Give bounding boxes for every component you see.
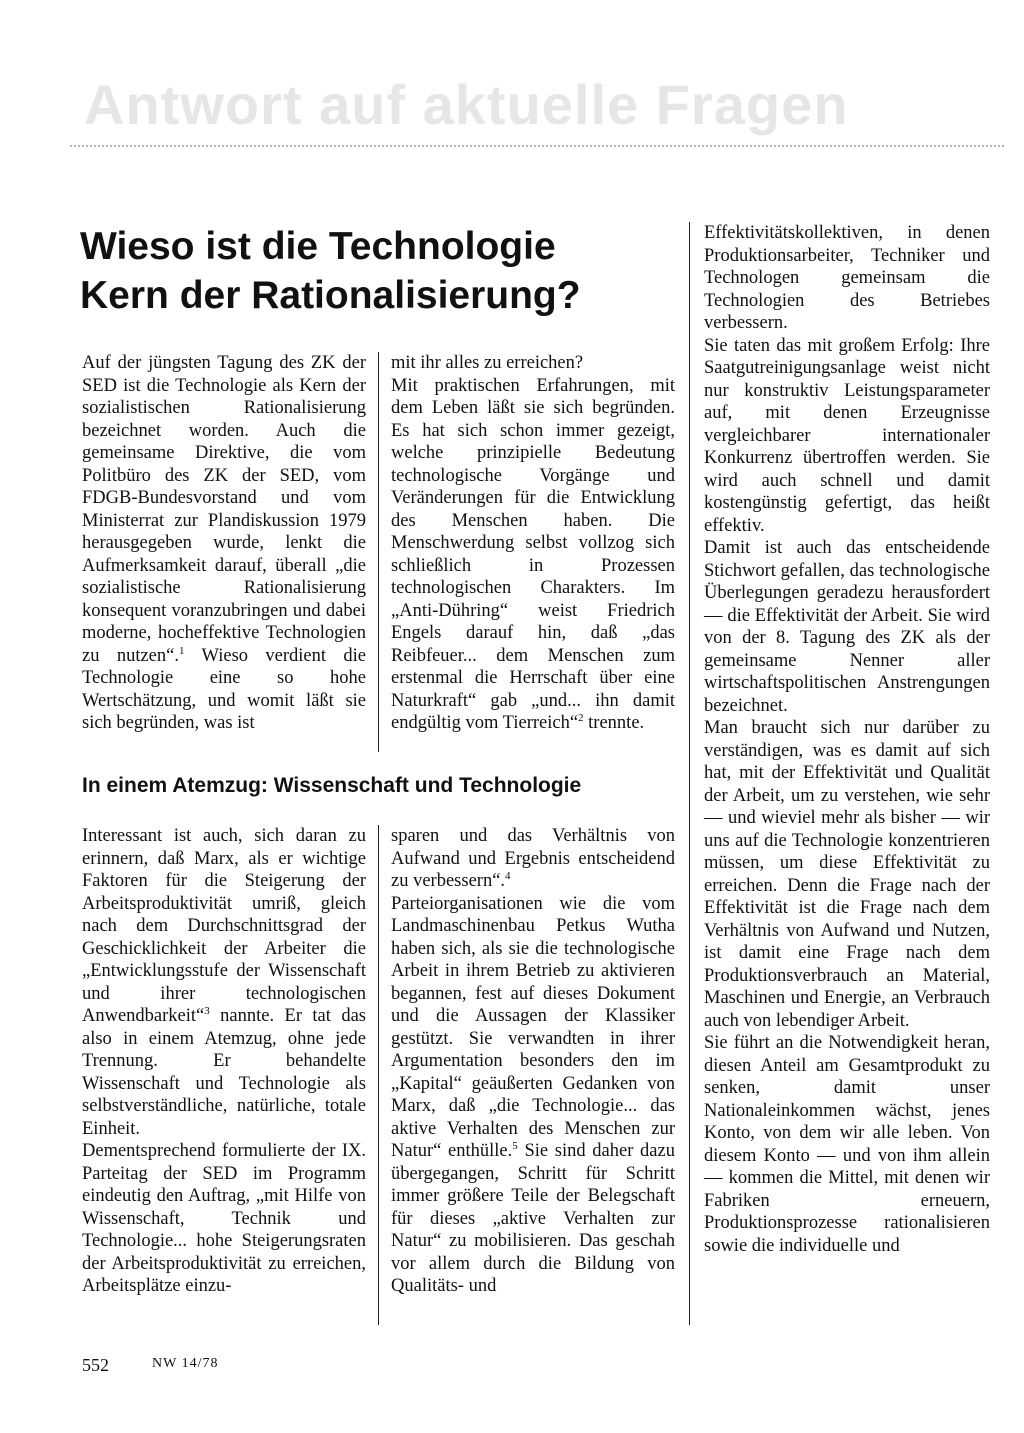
- paragraph: [391, 893, 675, 1298]
- paragraph-text: Parteiorganisationen wie die vom Landmaschinenbau Petkus Wutha haben sich, als sie die technologische Arbeit in ihrem Betrieb zu aktivieren begannen, fest auf dieses Dokument und die Aussagen der Klassiker gestützt. Sie verwandten in ihrer Argumentation besonders den im „Kapital“ geäußerten Gedanken von Marx, daß „die Technologie... das aktive Verhalten des Menschen zur Natur“ enthülle.: [391, 893, 675, 1161]
- issue-label: NW 14/78: [152, 1356, 219, 1371]
- paragraph: [391, 825, 675, 893]
- paragraph: [391, 375, 675, 735]
- paragraph: Sie führt an die Notwendigkeit heran, diesen Anteil am Gesamtprodukt zu senken, damit unser Nationaleinkommen wächst, jenes Konto, von dem wir alle leben. Von diesem Konto — und von ihm allein — kommen die Mittel, mit denen wir Fabriken erneuern, Produktionsprozesse rationalisieren sowie die individuelle und: [704, 1033, 990, 1256]
- paragraph: mit ihr alles zu erreichen?: [391, 353, 584, 373]
- headline-line-2: Kern der Rationalisierung?: [80, 274, 581, 317]
- paragraph-text: nannte. Er tat das also in einem Atemzug, ohne jede Trennung. Er behandelte Wissenschaft und Technologie als selbstverständliche, natürliche, totale Einheit.: [82, 1006, 366, 1139]
- paragraph: Sie taten das mit großem Erfolg: Ihre Saatgutreinigungsanlage weist nicht nur konstruktiv Leistungsparameter auf, mit denen Erzeugnisse vergleichbarer internationaler Konkurrenz übertroffen werden. Sie wird auch schnell und damit kostengünstig gefertigt, das heißt effektiv.: [704, 335, 990, 536]
- column-divider: [378, 825, 379, 1325]
- footnote-ref: 4: [505, 869, 511, 882]
- footnote-ref: 2: [578, 711, 584, 724]
- headline-line-1: Wieso ist die Technologie: [80, 225, 556, 268]
- section-heading: In einem Atemzug: Wissenschaft und Technologie: [82, 774, 582, 797]
- paragraph-text: Mit praktischen Erfahrungen, mit dem Leben läßt sie sich begründen. Es hat sich schon immer gezeigt, welche prinzipielle Bedeutung technologische Vorgänge und Veränderungen für die Entwicklung des Menschen haben. Die Menschwerdung selbst vollzog sich schließlich in Prozessen technologischen Charakters. Im „Anti-Dühring“ weist Friedrich Engels darauf hin, daß „das Reibfeuer... dem Menschen zum erstenmal die Herrschaft über eine Naturkraft“ gab „und... ihn damit endgültig vom Tierreich“: [391, 375, 675, 733]
- article-headline: [80, 222, 680, 320]
- paragraph: [82, 825, 366, 1140]
- paragraph: [82, 352, 366, 735]
- paragraph: Dementsprechend formulierte der IX. Parteitag der SED im Programm eindeutig den Auftrag, „mit Hilfe von Wissenschaft, Technik und Technologie... hohe Steigerungsraten der Arbeitsproduktivität zu erreichen, Arbeitsplätze einzu-: [82, 1141, 366, 1296]
- page-number: 552: [82, 1355, 109, 1375]
- paragraph: Damit ist auch das entscheidende Stichwort gefallen, das technologische Überlegungen geradezu herausfordert — die Effektivität der Arbeit. Sie wird von der 8. Tagung des ZK als der gemeinsame Nenner aller wirtschaftspolitischen Anstrengungen bezeichnet.: [704, 538, 990, 716]
- footnote-ref: 5: [512, 1139, 518, 1152]
- column-divider: [689, 222, 690, 1325]
- column-5: [704, 222, 990, 1257]
- rubric-header: Antwort auf aktuelle Fragen: [84, 73, 849, 136]
- rubric-rule: [70, 145, 1004, 147]
- column-3: [82, 825, 366, 1298]
- paragraph: Man braucht sich nur darüber zu verständigen, was es damit auf sich hat, mit der Effektivität und Qualität der Arbeit, um zu verstehen, wie sehr — und wieviel mehr als bisher — wir uns auf die Technologie konzentrieren müssen, um diese Effektivität zu erreichen. Denn die Frage nach der Effektivität ist die Frage nach dem Verhältnis von Aufwand und Nutzen, ist damit eine Frage nach dem Produktionsverbrauch an Material, Maschinen und Energie, an Verbrauch auch von lebendiger Arbeit.: [704, 718, 990, 1031]
- paragraph-text: Auf der jüngsten Tagung des ZK der SED ist die Technologie als Kern der sozialistischen Rationalisierung bezeichnet worden. Auch die gemeinsame Direktive, die vom Politbüro des ZK der SED, vom FDGB-Bundesvorstand und vom Ministerrat zur Plandiskussion 1979 herausgegeben wurde, lenkt die Aufmerksamkeit darauf, überall „die sozialistische Rationalisierung konsequent voranzubringen und dabei moderne, hocheffektive Technologien zu nutzen“.: [82, 353, 366, 666]
- paragraph-text: Sie sind daher dazu übergegangen, Schritt für Schritt immer größere Teile der Belegschaft für dieses „aktive Verhalten zur Natur“ zu mobilisieren. Das geschah vor allem durch die Bildung von Qualitäts- und: [391, 1141, 675, 1296]
- column-divider: [378, 352, 379, 752]
- column-1: [82, 352, 366, 735]
- footnote-ref: 3: [204, 1004, 210, 1017]
- paragraph: Effektivitätskollektiven, in denen Produktionsarbeiter, Techniker und Technologen gemeinsam die Technologien des Betriebes verbessern.: [704, 223, 990, 333]
- paragraph-text: trennte.: [583, 713, 645, 733]
- paragraph-text: Interessant ist auch, sich daran zu erinnern, daß Marx, als er wichtige Faktoren für die Steigerung der Arbeitsproduktivität umriß, gleich nach dem Durchschnittsgrad der Geschicklichkeit der Arbeiter die „Entwicklungsstufe der Wissenschaft und ihrer technologischen Anwendbarkeit“: [82, 826, 366, 1026]
- column-4: [391, 825, 675, 1298]
- column-2: [391, 352, 675, 735]
- paragraph-text: Wieso verdient die Technologie eine so hohe Wertschätzung, und womit läßt sie sich begründen, was ist: [82, 645, 366, 733]
- footnote-ref: 1: [178, 644, 185, 657]
- paragraph-text: sparen und das Verhältnis von Aufwand und Ergebnis entscheidend zu verbessern“.: [391, 826, 675, 891]
